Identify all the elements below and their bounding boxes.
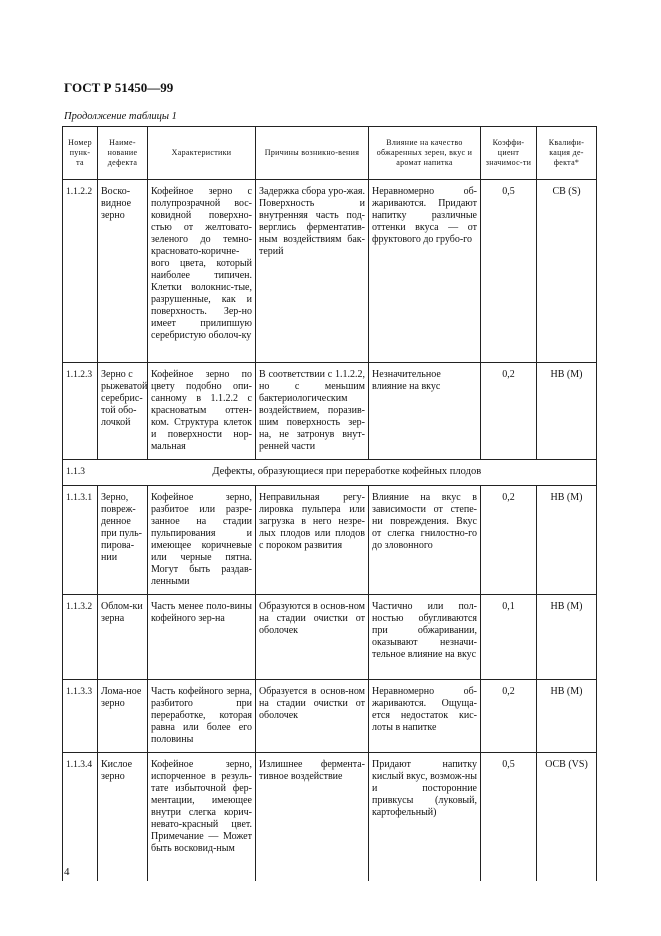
group-row [63, 460, 597, 486]
row-coefficient: 0,5 [481, 753, 537, 881]
row-number: 1.1.3.3 [63, 680, 98, 753]
header-coefficient: Коэффи-циент значимос-ти [481, 127, 537, 180]
row-characteristics: Часть кофейного зерна, разбитого при переработке, которая равна или более его половины [148, 680, 256, 753]
defects-table [62, 126, 597, 881]
row-characteristics: Кофейное зерно с полупрозрачной вос-ковидной поверхно-стью от желтовато-зеленого до темно-красновато-коричне-вого цвета, который наиболее типичен. Клетки волокнис-тые, разрушенные, как и поверхность. Зер-но имеет прилипшую серебристую оболоч-ку [148, 180, 256, 363]
row-causes: Образуется в основ-ном на стадии очистки от оболочек [256, 680, 369, 753]
table-row [63, 180, 597, 363]
page-number: 4 [64, 866, 70, 878]
group-number: 1.1.3 [63, 460, 98, 486]
row-causes: Неправильная регу-лировка пульпера или загрузка в него незре-лых плодов или плодов с пороком развития [256, 486, 369, 595]
row-causes: Излишнее фермента-тивное воздействие [256, 753, 369, 881]
row-qualification: СВ (S) [537, 180, 597, 363]
table-header-row [63, 127, 597, 180]
header-characteristics: Характеристики [148, 127, 256, 180]
header-causes: Причины возникно-вения [256, 127, 369, 180]
header-qualification: Квалифи-кация де-фекта* [537, 127, 597, 180]
row-causes: Задержка сбора уро-жая. Поверхность и внутренняя часть под-верглись ферментатив-ным воздействиям бак-терий [256, 180, 369, 363]
row-defect-name: Облом-ки зерна [98, 595, 148, 680]
table-row [63, 363, 597, 460]
row-effect: Придают напитку кислый вкус, возмож-ны и посторонние привкусы (луковый, картофельный) [369, 753, 481, 881]
row-causes: Образуются в основ-ном на стадии очистки от оболочек [256, 595, 369, 680]
row-qualification: НВ (М) [537, 363, 597, 460]
row-characteristics: Кофейное зерно, испорченное в резуль-тате избыточной фер-ментации, имеющее внутри слегка корич-невато-красный цвет. Примечание — Может быть восковид-ным [148, 753, 256, 881]
row-effect: Влияние на вкус в зависимости от степе-ни повреждения. Вкус от слегка гнилостно-го до зловонного [369, 486, 481, 595]
row-coefficient: 0,2 [481, 680, 537, 753]
table-caption: Продолжение таблицы 1 [64, 111, 177, 122]
row-coefficient: 0,2 [481, 486, 537, 595]
row-effect: Неравномерно об-жариваются. Ощуща-ется недостаток кис-лоты в напитке [369, 680, 481, 753]
row-characteristics: Часть менее поло-вины кофейного зер-на [148, 595, 256, 680]
header-number: Номер пунк-та [63, 127, 98, 180]
row-number: 1.1.3.4 [63, 753, 98, 881]
group-title: Дефекты, образующиеся при переработке кофейных плодов [98, 460, 597, 486]
row-defect-name: Зерно с рыжеватой серебрис-той обо-лочкой [98, 363, 148, 460]
row-effect: Частично или пол-ностью обугливаются при обжаривании, оказывают незначи-тельное влияние на вкус [369, 595, 481, 680]
row-qualification: НВ (М) [537, 595, 597, 680]
header-name: Наиме-нование дефекта [98, 127, 148, 180]
table-row [63, 595, 597, 680]
row-causes: В соответствии с 1.1.2.2, но с меньшим бактериологическим воздействием, поразив-шим поверхность зер-на, не затронув внут-ренней части [256, 363, 369, 460]
row-coefficient: 0,5 [481, 180, 537, 363]
row-coefficient: 0,1 [481, 595, 537, 680]
document-title: ГОСТ Р 51450—99 [64, 80, 174, 95]
row-defect-name: Кислое зерно [98, 753, 148, 881]
header-effect: Влияние на качество обжаренных зерен, вкус и аромат напитка [369, 127, 481, 180]
row-qualification: ОСВ (VS) [537, 753, 597, 881]
row-effect: Незначительное влияние на вкус [369, 363, 481, 460]
row-defect-name: Воско-видное зерно [98, 180, 148, 363]
row-coefficient: 0,2 [481, 363, 537, 460]
table-row [63, 753, 597, 881]
row-defect-name: Лома-ное зерно [98, 680, 148, 753]
row-qualification: НВ (М) [537, 486, 597, 595]
row-qualification: НВ (М) [537, 680, 597, 753]
row-number: 1.1.3.2 [63, 595, 98, 680]
table-row [63, 486, 597, 595]
row-characteristics: Кофейное зерно по цвету подобно опи-санному в 1.1.2.2 с красноватым оттен-ком. Структура клеток и поверхности нор-мальная [148, 363, 256, 460]
row-number: 1.1.3.1 [63, 486, 98, 595]
table-row [63, 680, 597, 753]
row-characteristics: Кофейное зерно, разбитое или разре-занное на стадии пульпирования и имеющее коричневые или черные пятна. Могут быть раздав-ленными [148, 486, 256, 595]
row-defect-name: Зерно, повреж-денное при пуль-пирова-нии [98, 486, 148, 595]
row-number: 1.1.2.2 [63, 180, 98, 363]
row-effect: Неравномерно об-жариваются. Придают напитку различные оттенки вкуса — от фруктового до грубо-го [369, 180, 481, 363]
row-number: 1.1.2.3 [63, 363, 98, 460]
